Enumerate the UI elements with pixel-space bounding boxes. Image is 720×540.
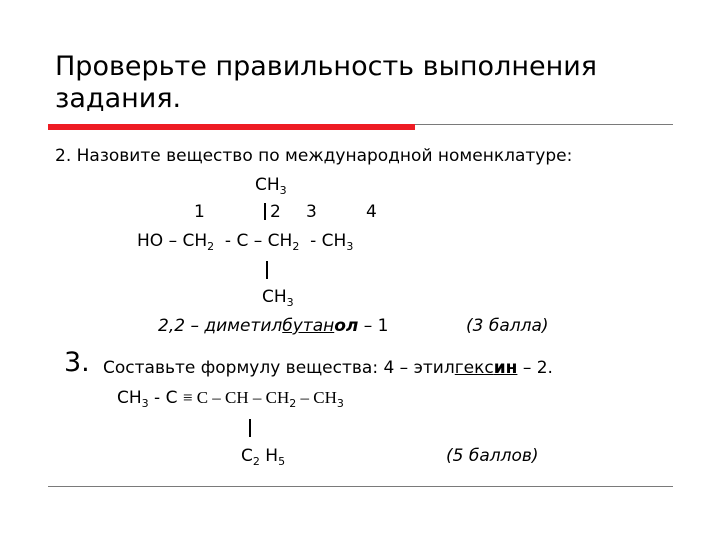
top-bond-line bbox=[264, 203, 266, 220]
carbon-number-3: 3 bbox=[306, 202, 317, 222]
bottom-bond-line bbox=[266, 261, 268, 279]
task3-main-chain: $CH_3 - C \equiv C$ – CH – $CH_2 - CH_3$ bbox=[117, 388, 344, 410]
task2-points: (3 балла) bbox=[466, 316, 549, 336]
carbon-number-4: 4 bbox=[366, 202, 377, 222]
ethyl-bond-line bbox=[249, 419, 251, 437]
carbon-number-2: 2 bbox=[270, 202, 281, 222]
task2-bottom-methyl: $CH_3$ bbox=[262, 287, 294, 309]
slide-title-line-1: Проверьте правильность выполнения bbox=[55, 51, 598, 82]
task2-question: 2. Назовите вещество по международной номенклатуре: bbox=[55, 146, 573, 166]
carbon-number-1: 1 bbox=[194, 202, 205, 222]
task3-points: (5 баллов) bbox=[446, 446, 539, 466]
task3-question: Составьте формулу вещества: 4 – этилгексин – 2. bbox=[103, 358, 553, 378]
task2-answer: 2,2 – диметилбутанол – 1 bbox=[158, 316, 389, 336]
bottom-divider bbox=[48, 486, 673, 487]
task3-number: 3. bbox=[64, 347, 90, 378]
task2-main-chain: HO – $CH_2$ - C – $CH_2 - CH_3$ bbox=[137, 231, 354, 253]
red-accent-bar bbox=[48, 124, 415, 130]
task3-ethyl-group: $C_2$ $H_5$ bbox=[241, 446, 286, 468]
task2-top-methyl: $CH_3$ bbox=[255, 175, 287, 197]
slide-title-line-2: задания. bbox=[55, 83, 182, 114]
